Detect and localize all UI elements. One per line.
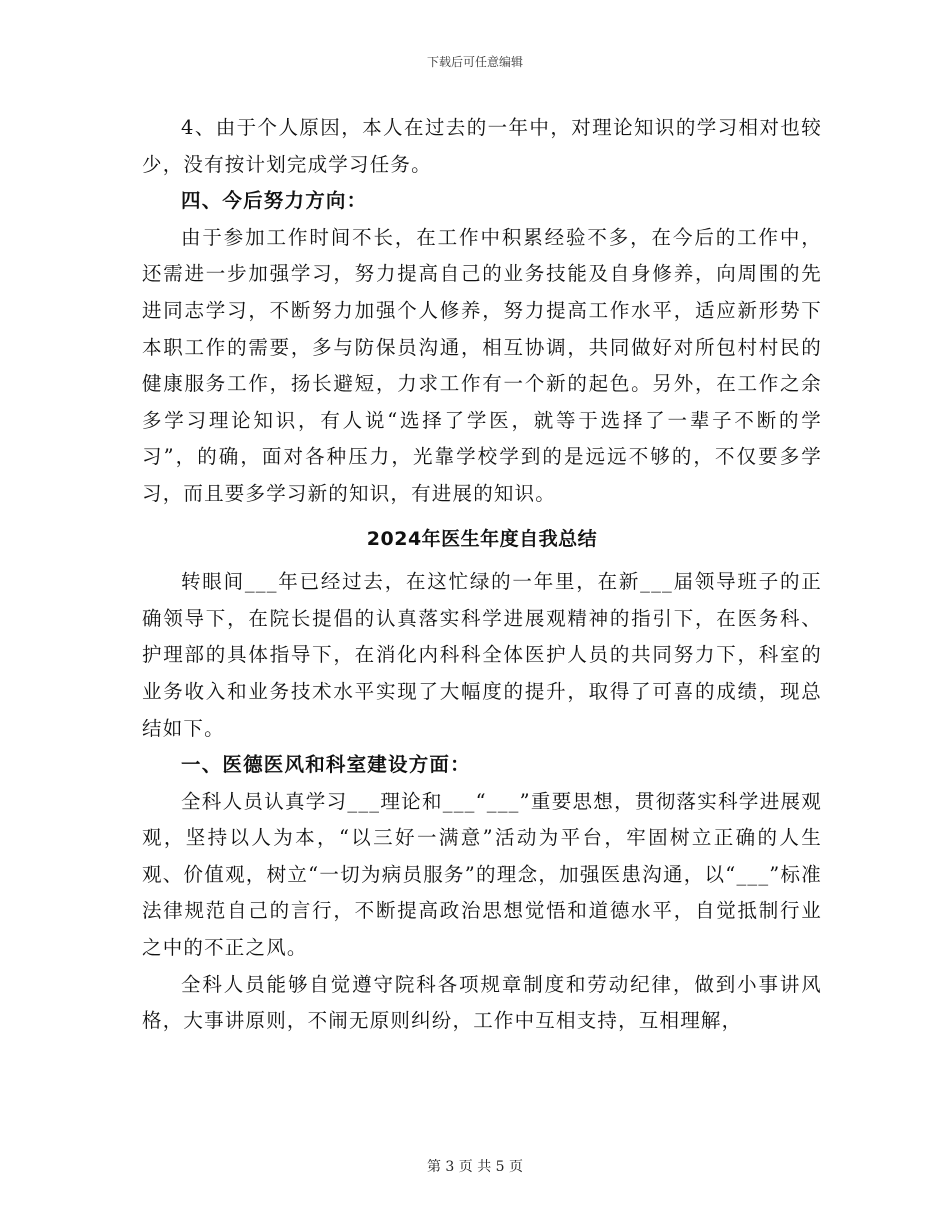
paragraph-ethics-study: 全科人员认真学习___理论和___“___”重要思想，贯彻落实科学进展观观，坚持以人为本，“以三好一满意”活动为平台，牢固树立正确的人生观、价值观，树立“一切为病员服务”的理念，加强医患沟通，以“___”标准法律规范自己的言行，不断提高政治思想觉悟和道德水平，自觉抵制行业之中的不正之风。	[142, 789, 822, 960]
page-header: 下载后可任意编辑	[426, 55, 523, 69]
section-heading-ethics: 一、医德医风和科室建设方面：	[181, 753, 471, 777]
paragraph-item-4: 4、由于个人原因，本人在过去的一年中，对理论知识的学习相对也较少，没有按计划完成学习任务。	[142, 116, 822, 176]
paragraph-discipline: 全科人员能够自觉遵守院科各项规章制度和劳动纪律，做到小事讲风格，大事讲原则，不闹无原则纠纷，工作中互相支持，互相理解，	[142, 972, 822, 1033]
document-body	[142, 110, 822, 1040]
paragraph-future-direction: 由于参加工作时间不长，在工作中积累经验不多，在今后的工作中，还需进一步加强学习，努力提高自己的业务技能及自身修养，向周围的先进同志学习，不断努力加强个人修养，努力提高工作水平，适应新形势下本职工作的需要，多与防保员沟通，相互协调，共同做好对所包村村民的健康服务工作，扬长避短，力求工作有一个新的起色。另外，在工作之余多学习理论知识，有人说“选择了学医，就等于选择了一辈子不断的学习”，的确，面对各种压力，光靠学校学到的是远远不够的，不仅要多学习，而且要多学习新的知识，有进展的知识。	[142, 225, 822, 505]
paragraph-intro: 转眼间___年已经过去，在这忙绿的一年里，在新___届领导班子的正确领导下，在院长提倡的认真落实科学进展观精神的指引下，在医务科、护理部的具体指导下，在消化内科科全体医护人员的共同努力下，科室的业务收入和业务技术水平实现了大幅度的提升，取得了可喜的成绩，现总结如下。	[142, 570, 822, 740]
document-title: 2024年医生年度自我总结	[366, 527, 598, 550]
section-heading-future-direction: 四、今后努力方向：	[181, 189, 368, 213]
page-number-footer: 第 3 页 共 5 页	[426, 1159, 524, 1175]
